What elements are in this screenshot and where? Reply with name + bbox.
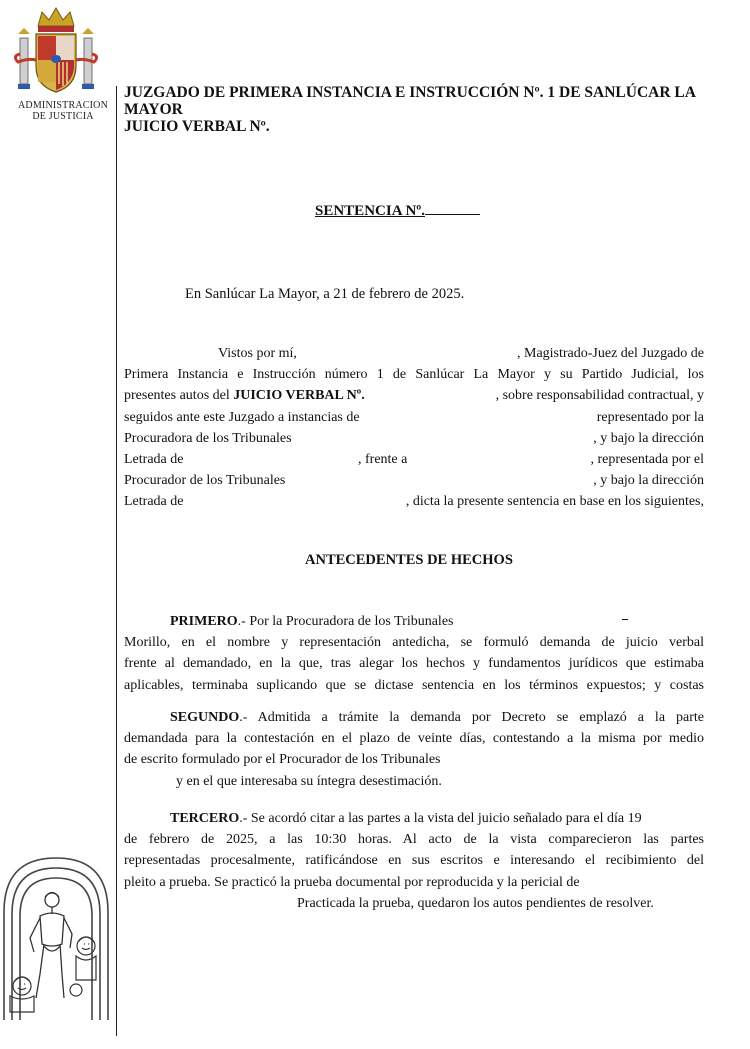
vistos-l6a: Letrada de xyxy=(124,451,184,467)
tercero-line3: representadas procesalmente, ratificándose en sus escritos e interesando el recibimiento del xyxy=(124,853,704,869)
primero-paragraph xyxy=(124,611,704,696)
margin-line xyxy=(116,86,117,1036)
logo-caption-line1: ADMINISTRACION xyxy=(17,100,109,111)
primero-line4: aplicables, terminaba suplicando que se dictase sentencia en los términos expuestos; y costas xyxy=(124,677,704,693)
vistos-l3a: presentes autos del xyxy=(124,388,230,404)
coat-of-arms-icon xyxy=(8,4,104,100)
vistos-l8a: Letrada de xyxy=(124,494,184,510)
vistos-line2: Primera Instancia e Instrucción número 1 de Sanlúcar La Mayor y su Partido Judicial, los xyxy=(124,367,704,383)
sentence-title-text: SENTENCIA Nº. xyxy=(315,203,425,219)
segundo-line1 xyxy=(124,707,704,728)
vistos-l1a: Vistos por mí, xyxy=(218,346,297,361)
segundo-label: SEGUNDO xyxy=(170,710,240,725)
logo-caption xyxy=(8,100,118,122)
primero-label: PRIMERO xyxy=(170,614,238,629)
vistos-l5b: , y bajo la dirección xyxy=(593,430,704,446)
segundo-line4 xyxy=(124,771,704,792)
andalucia-seal-icon xyxy=(0,852,112,1022)
primero-l1: .- Por la Procuradora de los Tribunales xyxy=(237,614,454,629)
sentence-number-blank xyxy=(425,214,480,215)
primero-underscore xyxy=(622,619,628,620)
primero-line3: frente al demandado, en la que, tras alegar los hechos y fundamentos jurídicos que estimaba xyxy=(124,656,704,672)
segundo-l1: .- Admitida a trámite la demanda por Decreto se emplazó a la parte xyxy=(239,710,704,725)
segundo-paragraph xyxy=(124,707,704,792)
vistos-l5a: Procuradora de los Tribunales xyxy=(124,430,292,446)
vistos-l6c: , representada por el xyxy=(590,451,704,467)
tercero-line4 xyxy=(124,872,704,893)
court-header xyxy=(124,84,714,135)
segundo-line2: demandada para la contestación en el plazo de veinte días, contestando a la misma por medio xyxy=(124,731,704,747)
court-header-line1: JUZGADO DE PRIMERA INSTANCIA E INSTRUCCIÓN Nº. 1 DE SANLÚCAR LA xyxy=(124,84,696,101)
vistos-line6 xyxy=(124,449,704,470)
sentence-title xyxy=(315,203,480,220)
vistos-l4a: seguidos ante este Juzgado a instancias de xyxy=(124,409,360,425)
tercero-l5: Practicada la prueba, quedaron los autos pendientes de resolver. xyxy=(297,895,654,911)
vistos-l1b: , Magistrado-Juez del Juzgado de xyxy=(517,346,704,361)
logo-caption-line2: DE JUSTICIA xyxy=(32,111,94,122)
vistos-l4b: representado por la xyxy=(596,409,704,425)
vistos-line4 xyxy=(124,407,704,428)
vistos-paragraph xyxy=(124,343,704,513)
tercero-l4: pleito a prueba. Se practicó la prueba documental por reproducida y la pericial de xyxy=(124,874,580,890)
tercero-line5 xyxy=(124,893,704,914)
segundo-line3: de escrito formulado por el Procurador de los Tribunales xyxy=(124,752,441,768)
antecedentes-heading: ANTECEDENTES DE HECHOS xyxy=(305,552,513,568)
court-header-line2: MAYOR xyxy=(124,101,183,118)
date-line: En Sanlúcar La Mayor, a 21 de febrero de 2025. xyxy=(185,286,465,302)
vistos-line7 xyxy=(124,470,704,491)
vistos-l7b: , y bajo la dirección xyxy=(593,473,704,489)
tercero-line2: de febrero de 2025, a las 10:30 horas. Al acto de la vista comparecieron las partes xyxy=(124,832,704,848)
primero-line2: Morillo, en el nombre y representación antedicha, se formuló demanda de juicio verbal xyxy=(124,635,704,651)
vistos-l6b: , frente a xyxy=(358,451,408,467)
case-number-heading: JUICIO VERBAL Nº. xyxy=(124,118,270,135)
vistos-l7a: Procurador de los Tribunales xyxy=(124,473,286,489)
vistos-l3-bold: JUICIO VERBAL Nº. xyxy=(233,388,365,404)
vistos-l3b: , sobre responsabilidad contractual, y xyxy=(495,388,704,404)
tercero-line1 xyxy=(124,808,704,829)
segundo-l4: y en el que interesaba su íntegra desestimación. xyxy=(176,773,442,789)
vistos-line1 xyxy=(124,343,704,364)
vistos-line3 xyxy=(124,385,704,406)
tercero-paragraph xyxy=(124,808,704,914)
vistos-l8b: , dicta la presente sentencia en base en los siguientes, xyxy=(405,494,704,510)
primero-line1 xyxy=(124,611,704,632)
tercero-label: TERCERO xyxy=(170,811,240,826)
vistos-line5 xyxy=(124,428,704,449)
vistos-line8 xyxy=(124,491,704,512)
tercero-l1: .- Se acordó citar a las partes a la vista del juicio señalado para el día 19 xyxy=(239,811,642,826)
administracion-justicia-logo xyxy=(8,4,109,122)
